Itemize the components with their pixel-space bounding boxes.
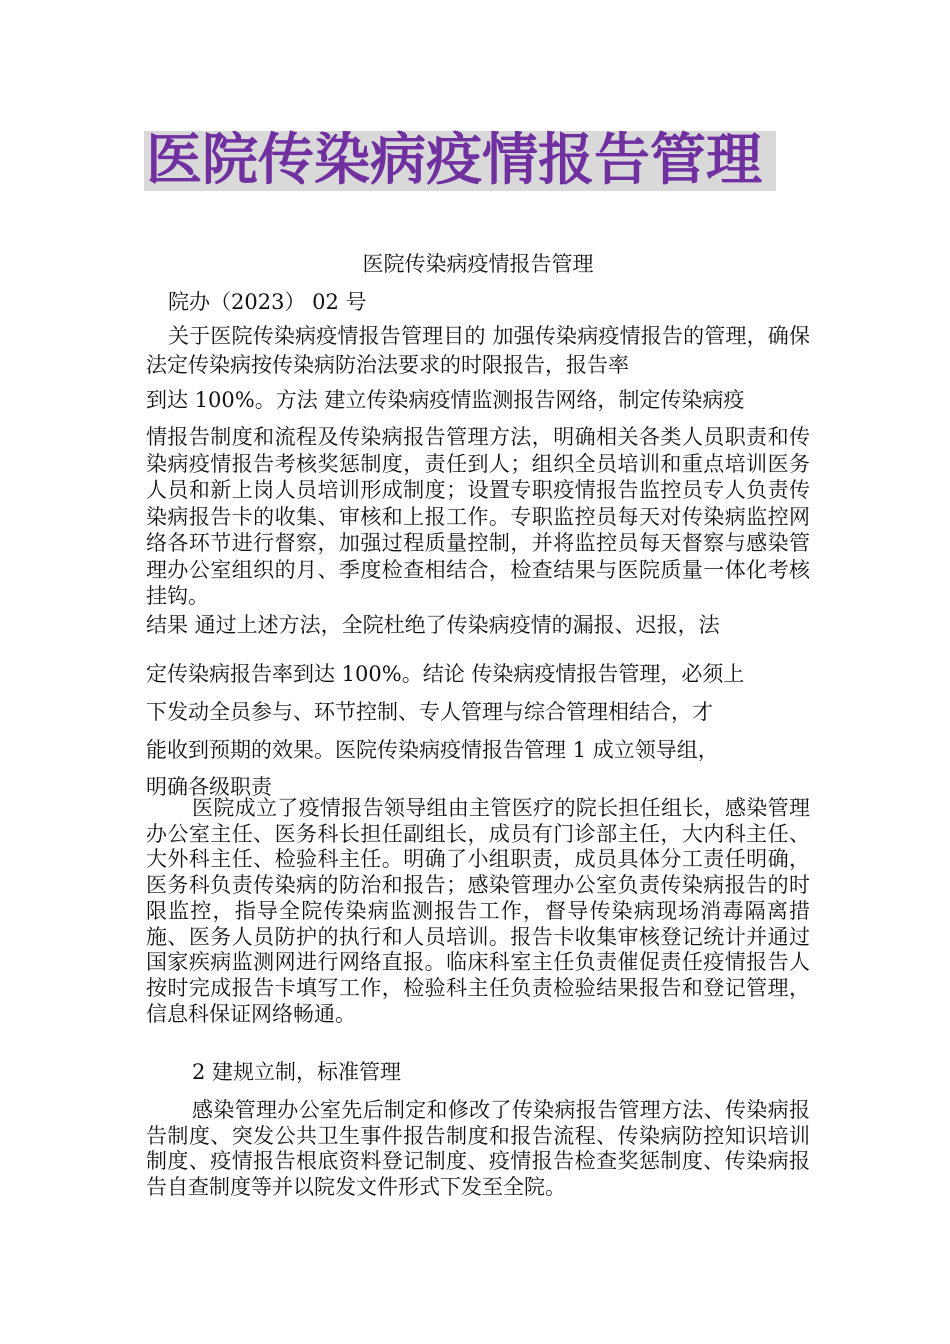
document-subtitle: 医院传染病疫情报告管理 xyxy=(362,252,594,276)
result-line-5: 明确各级职责 xyxy=(146,775,272,799)
paragraph-method: 情报告制度和流程及传染病报告管理方法，明确相关各类人员职责和传染病疫情报告考核奖惩制度，责任到人；组织全员培训和重点培训医务人员和新上岗人员培训形成制度；设置专职疫情报告监控员专人负责传染病报告卡的收集、审核和上报工作。专职监控员每天对传染病监控网络各环节进行督察，加强过程质量控制，并将监控员每天督察与感染管理办公室组织的月、季度检查相结合，检查结果与医院质量一体化考核挂钩。 xyxy=(146,425,810,608)
document-number: 院办（2023） 02 号 xyxy=(168,290,367,314)
result-line-2: 定传染病报告率到达 100%。结论 传染病疫情报告管理，必须上 xyxy=(146,662,745,686)
result-line-3: 下发动全员参与、环节控制、专人管理与综合管理相结合，才 xyxy=(146,700,713,724)
result-line-4: 能收到预期的效果。医院传染病疫情报告管理 1 成立领导组， xyxy=(146,738,719,762)
paragraph-method-line: 到达 100%。方法 建立传染病疫情监测报告网络，制定传染病疫 xyxy=(146,388,745,412)
document-title: 医院传染病疫情报告管理 xyxy=(146,128,762,193)
section-2-heading: 2 建规立制，标准管理 xyxy=(192,1060,402,1084)
paragraph-regulations: 感染管理办公室先后制定和修改了传染病报告管理方法、传染病报告制度、突发公共卫生事件报告制度和报告流程、传染病防控知识培训制度、疫情报告根底资料登记制度、疫情报告检查奖惩制度、传染病报告自查制度等并以院发文件形式下发至全院。 xyxy=(146,1098,810,1199)
result-line-1: 结果 通过上述方法，全院杜绝了传染病疫情的漏报、迟报，法 xyxy=(146,613,720,637)
paragraph-leadership: 医院成立了疫情报告领导组由主管医疗的院长担任组长，感染管理办公室主任、医务科长担任副组长，成员有门诊部主任，大内科主任、大外科主任、检验科主任。明确了小组职责，成员具体分工责任明确，医务科负责传染病的防治和报告；感染管理办公室负责传染病报告的时限监控，指导全院传染病监测报告工作，督导传染病现场消毒隔离措施、医务人员防护的执行和人员培训。报告卡收集审核登记统计并通过国家疾病监测网进行网络直报。临床科室主任负责催促责任疫情报告人按时完成报告卡填写工作，检验科主任负责检验结果报告和登记管理，信息科保证网络畅通。 xyxy=(146,796,810,1026)
paragraph-purpose: 关于医院传染病疫情报告管理目的 加强传染病疫情报告的管理，确保法定传染病按传染病防治法要求的时限报告，报告率 xyxy=(146,324,810,377)
